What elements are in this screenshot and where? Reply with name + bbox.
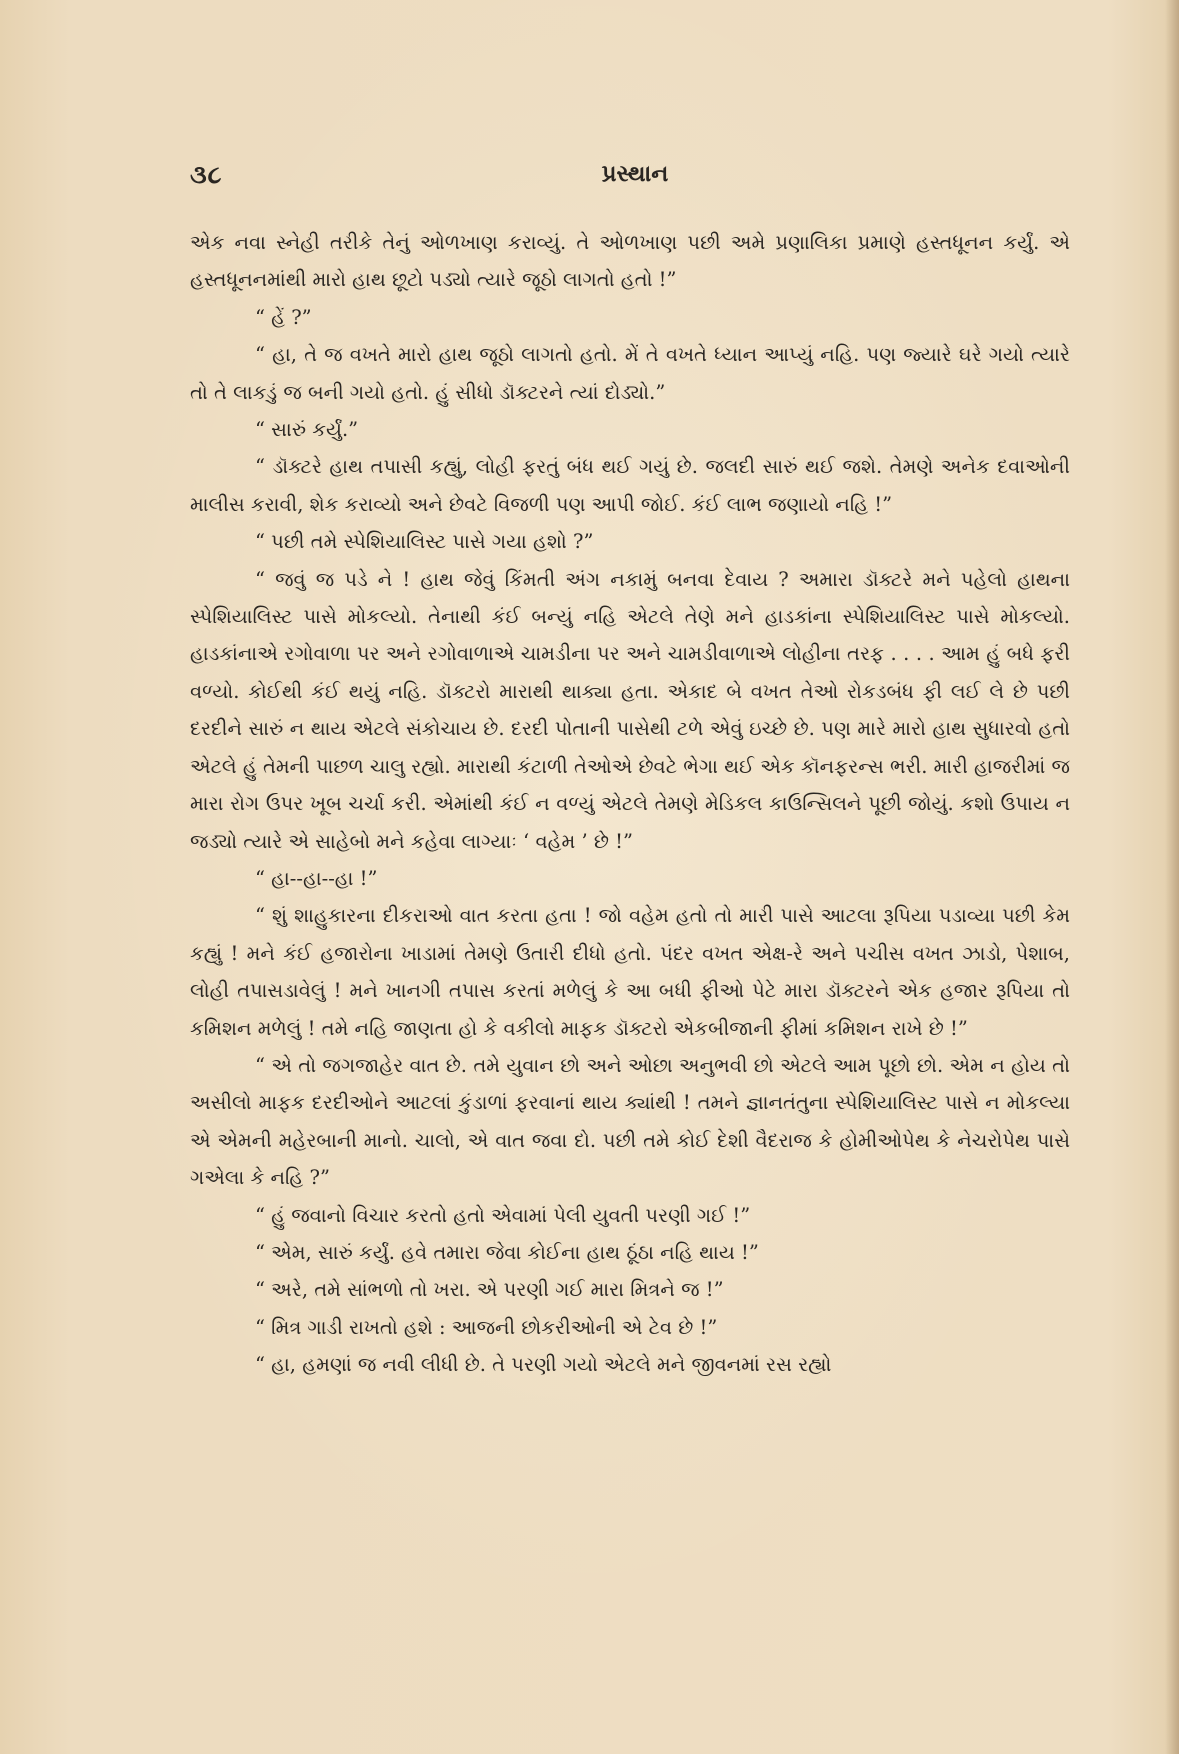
paragraph: “ મિત્ર ગાડી રાખતો હશે : આજની છોકરીઓની એ ટેવ છે !” [255,1315,718,1339]
paragraph: “ એમ, સારું કર્યું. હવે તમારા જેવા કોઈના હાથ ઠૂંઠા નહિ થાય !” [255,1240,759,1264]
paragraph: “ હા, તે જ વખતે મારો હાથ જૂઠો લાગતો હતો. મેં તે વખતે ધ્યાન આપ્યું નહિ. પણ જ્યારે ઘરે ગયો ત્યારે તો તે લાકડું જ બની ગયો હતો. હું સીધો ડૉક્ટરને ત્યાં દોડ્યો.” [190,343,1070,404]
paragraph: “ એ તો જગજાહેર વાત છે. તમે યુવાન છો અને ઓછા અનુભવી છો એટલે આમ પૂછો છો. એમ ન હોય તો અસીલો માફક દરદીઓને આટલાં કુંડાળાં ફરવાનાં થાય ક્યાંથી ! તમને જ્ઞાનતંતુના સ્પેશિયાલિસ્ટ પાસે ન મોકલ્યા એ એમની મહેરબાની માનો. ચાલો, એ વાત જવા દો. પછી તમે કોઈ દેશી વૈદરાજ કે હોમીઓપેથ કે નેચરોપેથ પાસે ગએલા કે નહિ ?” [190,1053,1070,1190]
page-number: ૩૮ [190,160,223,189]
paragraph: “ પછી તમે સ્પેશિયાલિસ્ટ પાસે ગયા હશો ?” [255,530,594,554]
paragraph: “ સારું કર્યું.” [255,418,359,442]
page-header [190,160,1080,200]
paragraph: “ શું શાહુકારના દીકરાઓ વાત કરતા હતા ! જો વહેમ હતો તો મારી પાસે આટલા રૂપિયા પડાવ્યા પછી કેમ કહ્યું ! મને કંઈ હજારોના ખાડામાં તેમણે ઉતારી દીધો હતો. પંદર વખત એક્ષ-રે અને પચીસ વખત ઝાડો, પેશાબ, લોહી તપાસડાવેલું ! મને ખાનગી તપાસ કરતાં મળેલું કે આ બધી ફીઓ પેટે મારા ડૉક્ટરને એક હજાર રૂપિયા તો કમિશન મળેલું ! તમે નહિ જાણતા હો કે વકીલો માફક ડૉક્ટરો એકબીજાની ફીમાં કમિશન રાખે છે !” [190,904,1070,1040]
paragraph: એક નવા સ્નેહી તરીકે તેનું ઓળખાણ કરાવ્યું. તે ઓળખાણ પછી અમે પ્રણાલિકા પ્રમાણે હસ્તધૂનન કર્યું. એ હસ્તધૂનનમાંથી મારો હાથ છૂટો પડ્યો ત્યારે જૂઠો લાગતો હતો !” [190,231,1070,292]
paragraph: “ હેં ?” [255,305,312,329]
paragraph: “ હા--હા--હા !” [255,866,378,890]
paragraph: “ હા, હમણાં જ નવી લીધી છે. તે પરણી ગયો એટલે મને જીવનમાં રસ રહ્યો [255,1353,832,1377]
page-edge-shadow [1165,0,1179,1754]
paragraph: “ જવું જ પડે ને ! હાથ જેવું કિંમતી અંગ નકામું બનવા દેવાય ? અમારા ડૉક્ટરે મને પહેલો હાથના સ્પેશિયાલિસ્ટ પાસે મોકલ્યો. તેનાથી કંઈ બન્યું નહિ એટલે તેણે મને હાડકાંના સ્પેશિયાલિસ્ટ પાસે મોકલ્યો. હાડકાંનાએ રગોવાળા પર અને રગોવાળાએ ચામડીના પર અને ચામડીવાળાએ લોહીના તરફ . . . . આમ હું બધે ફરી વળ્યો. કોઈથી કંઈ થયું નહિ. ડૉક્ટરો મારાથી થાક્યા હતા. એકાદ બે વખત તેઓ રોકડબંધ ફી લઈ લે છે પછી દરદીને સારું ન થાય એટલે સંકોચાય છે. દરદી પોતાની પાસેથી ટળે એવું ઇચ્છે છે. પણ મારે મારો હાથ સુધારવો હતો એટલે હું તેમની પાછળ ચાલુ રહ્યો. મારાથી કંટાળી તેઓએ છેવટે ભેગા થઈ એક કૉનફરન્સ ભરી. મારી હાજરીમાં જ મારા રોગ ઉપર ખૂબ ચર્ચા કરી. એમાંથી કંઈ ન વળ્યું એટલે તેમણે મેડિકલ કાઉન્સિલને પૂછી જોયું. કશો ઉપાય ન જડ્યો ત્યારે એ સાહેબો મને કહેવા લાગ્યાઃ ‘ વહેમ ’ છે !” [190,567,1070,853]
paragraph: “ હું જવાનો વિચાર કરતો હતો એવામાં પેલી યુવતી પરણી ગઈ !” [255,1203,751,1227]
running-title: પ્રસ્થાન [601,160,669,187]
paragraph: “ ડૉક્ટરે હાથ તપાસી કહ્યું, લોહી ફરતું બંધ થઈ ગયું છે. જલદી સારું થઈ જશે. તેમણે અનેક દવાઓની માલીસ કરાવી, શેક કરાવ્યો અને છેવટે વિજળી પણ આપી જોઈ. કંઈ લાભ જણાયો નહિ !” [190,455,1070,516]
body-text [190,224,1070,1384]
paragraph: “ અરે, તમે સાંભળો તો ખરા. એ પરણી ગઈ મારા મિત્રને જ !” [255,1278,724,1302]
